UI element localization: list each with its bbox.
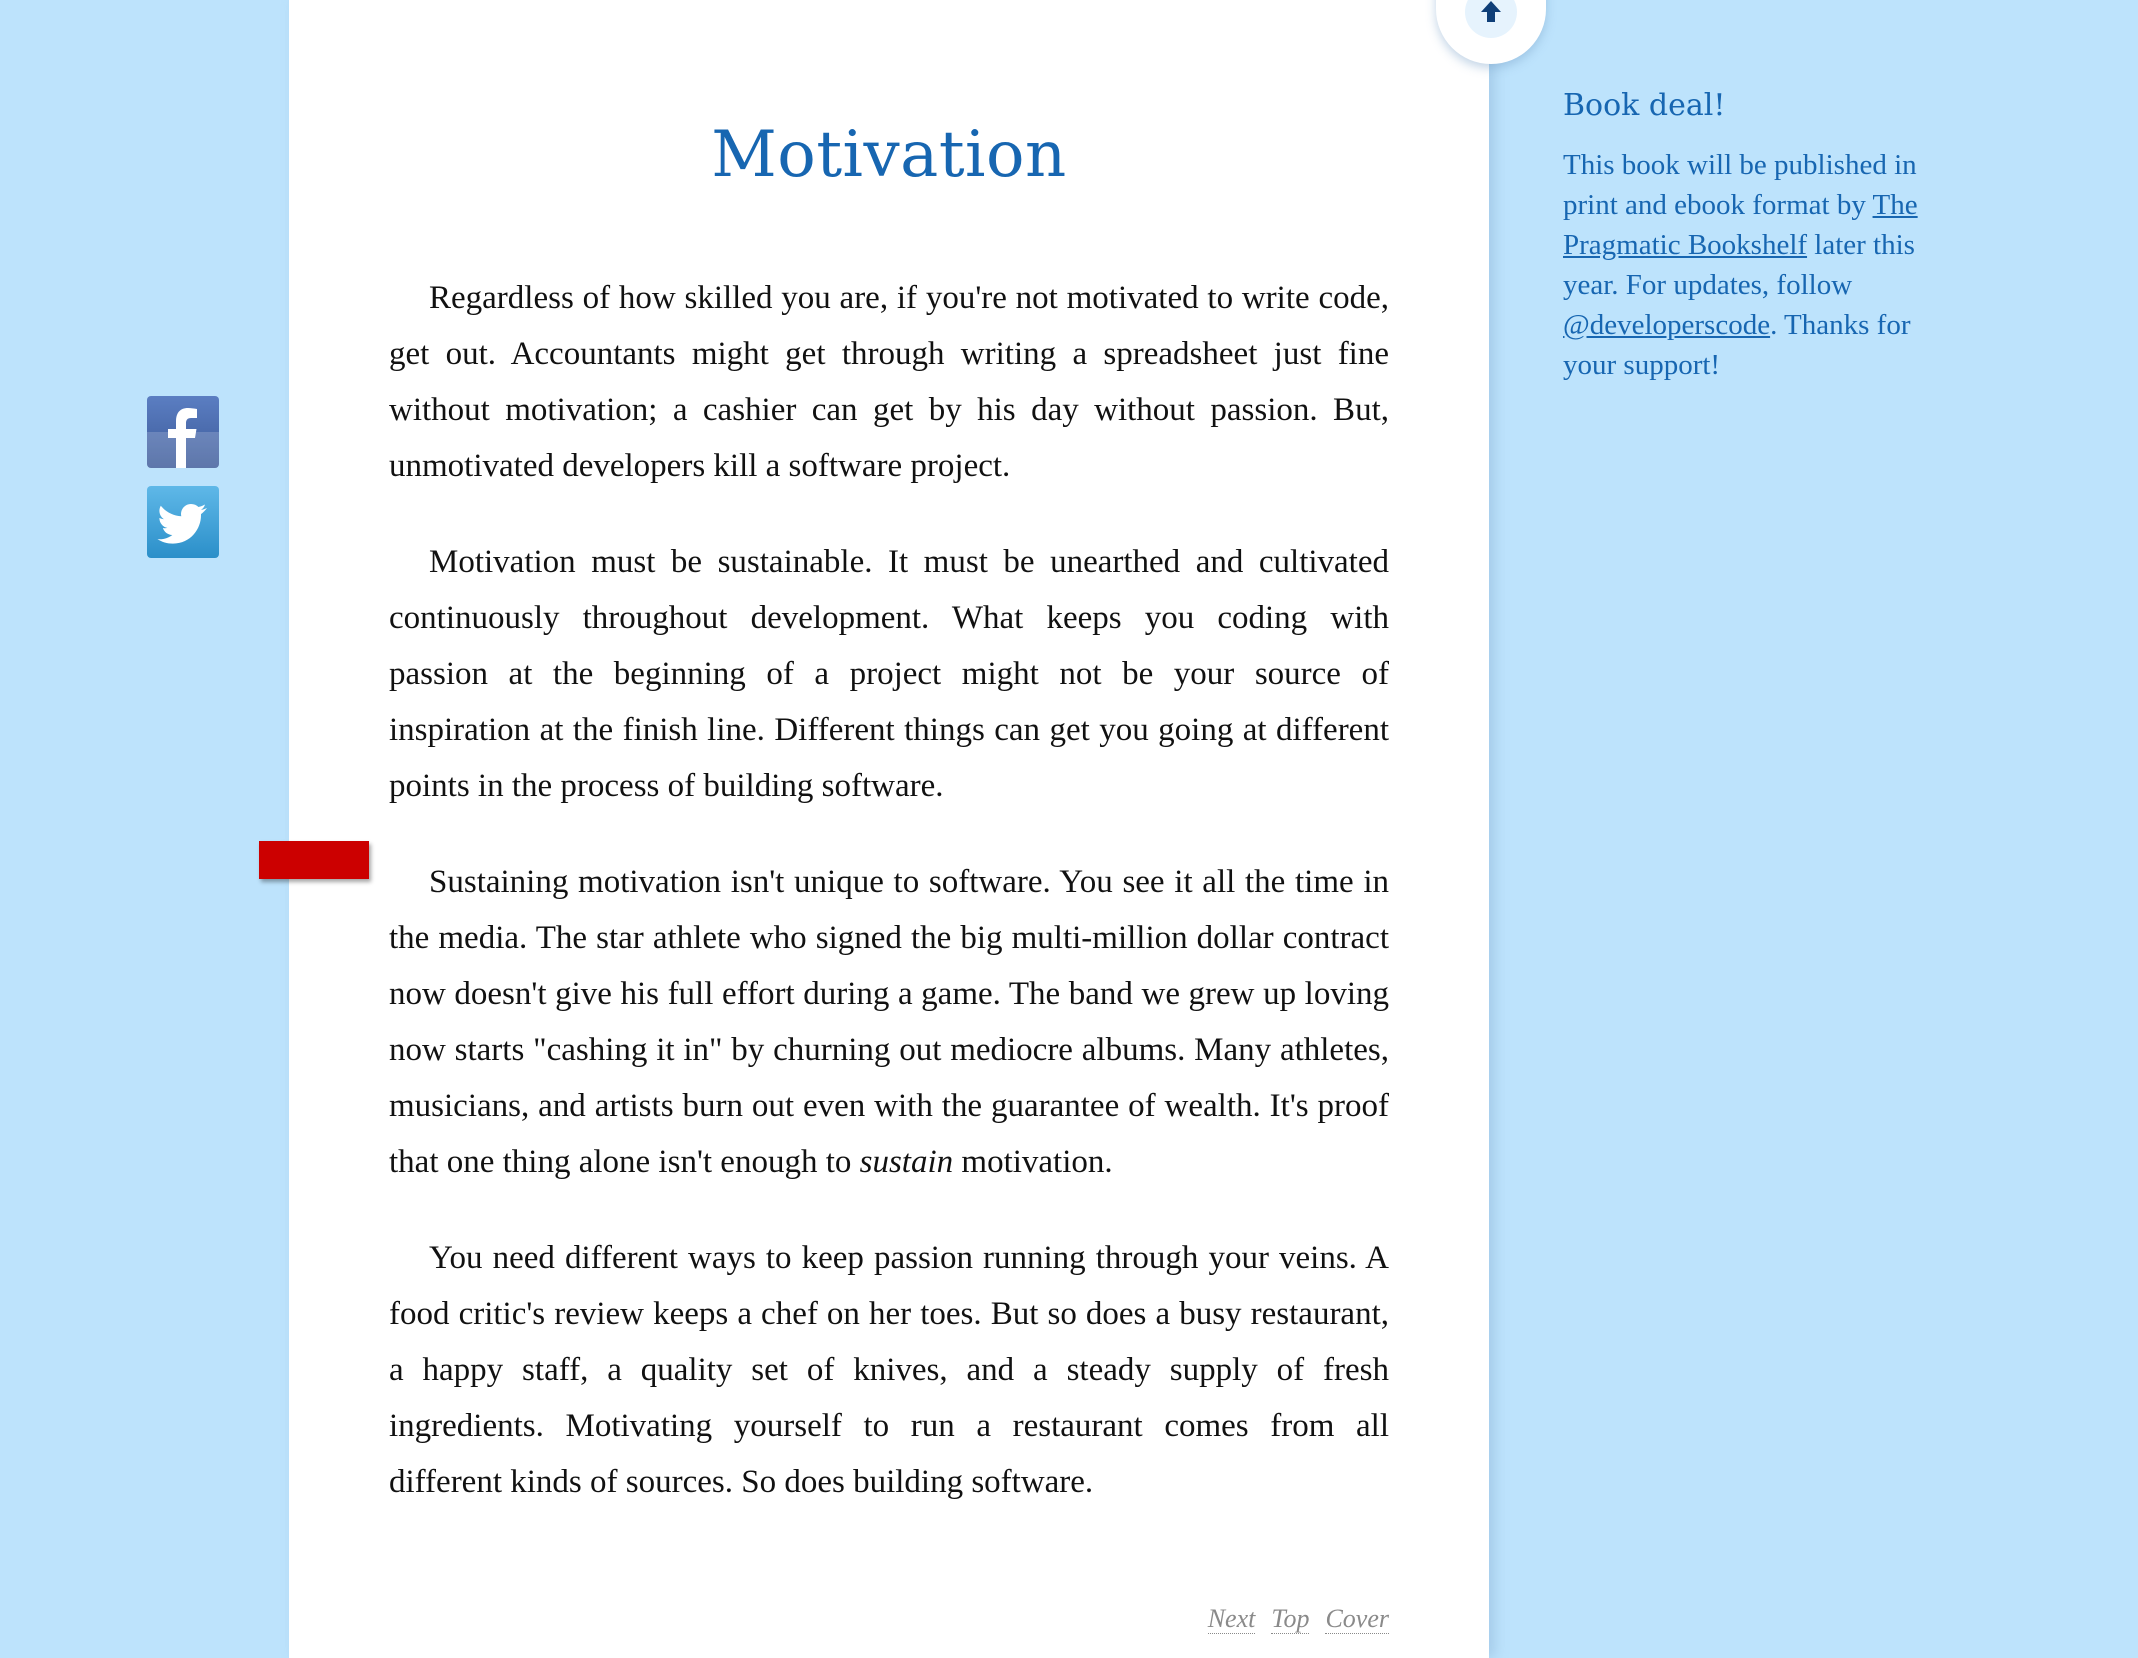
twitter-handle-link[interactable]: @developerscode: [1563, 309, 1771, 341]
paragraph-1: Regardless of how skilled you are, if you're not motivated to write code, get out. Accountants might get through writing a spreadsheet just fine without motivation; a cashier can get by his day without passion. But, unmotivated developers kill a software project.: [389, 280, 1389, 484]
sidebar-heading: Book deal!: [1563, 88, 1726, 123]
twitter-share-button[interactable]: [147, 486, 219, 558]
facebook-share-button[interactable]: [147, 396, 219, 468]
paragraph-4: You need different ways to keep passion running through your veins. A food critic's review keeps a chef on her toes. But so does a busy restaurant, a happy staff, a quality set of knives, and a steady supply of fresh ingredients. Motivating yourself to run a restaurant comes from all different kinds of sources. So does building software.: [389, 1240, 1389, 1500]
top-link[interactable]: Top: [1271, 1604, 1310, 1633]
sidebar-text: [1563, 145, 1963, 385]
bookmark-ribbon[interactable]: [259, 841, 369, 879]
article-body: [389, 270, 1389, 1550]
facebook-icon: [147, 396, 219, 468]
sidebar-text-1: This book will be published in print and ebook format by: [1563, 149, 1917, 221]
cover-link[interactable]: Cover: [1325, 1604, 1389, 1633]
page-title: Motivation: [711, 118, 1067, 192]
paragraph-3: [389, 854, 1389, 1190]
arrow-up-icon: [1479, 0, 1503, 25]
publisher-link[interactable]: The Pragmatic Bookshelf: [1563, 189, 1918, 261]
paragraph-3-tail: motivation.: [953, 1144, 1113, 1180]
next-link[interactable]: Next: [1207, 1604, 1256, 1633]
emphasis-sustain: sustain: [859, 1144, 954, 1180]
sidebar-text-3: . Thanks for your support!: [1563, 309, 1911, 381]
twitter-icon: [147, 486, 219, 558]
paragraph-3-text: Sustaining motivation isn't unique to software. You see it all the time in the media. The star athlete who signed the big multi-million dollar contract now doesn't give his full effort during a game. The band we grew up loving now starts "cashing it in" by churning out mediocre albums. Many athletes, musicians, and artists burn out even with the guarantee of wealth. It's proof that one thing alone isn't enough to: [389, 864, 1389, 1180]
paragraph-2: Motivation must be sustainable. It must be unearthed and cultivated continuously throughout development. What keeps you coding with passion at the beginning of a project might not be your source of inspiration at the finish line. Different things can get you going at different points in the process of building software.: [389, 544, 1389, 804]
sidebar-text-2: later this year. For updates, follow: [1563, 229, 1915, 301]
chapter-nav: [1180, 1604, 1389, 1634]
sidebar: [1563, 88, 1963, 385]
